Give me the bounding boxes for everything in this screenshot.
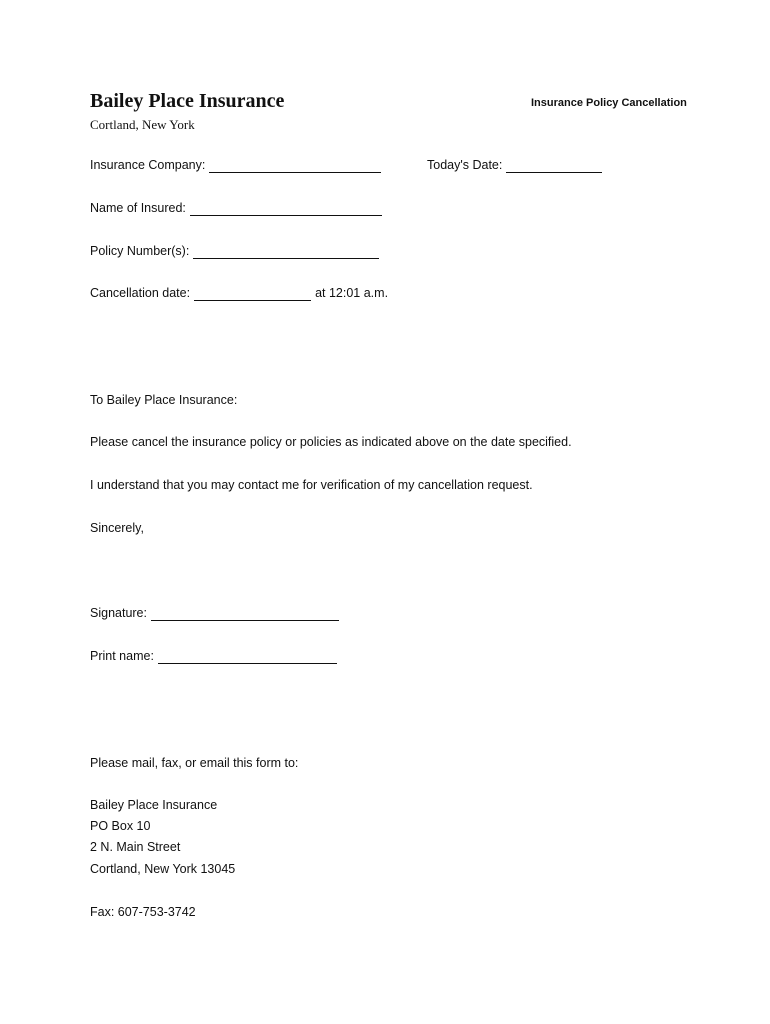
policy-numbers-blank[interactable] <box>193 246 379 259</box>
letter-closing: Sincerely, <box>90 521 144 535</box>
todays-date-blank[interactable] <box>506 160 602 173</box>
insurance-company-label: Insurance Company: <box>90 158 206 172</box>
address-street: 2 N. Main Street <box>90 840 181 854</box>
cancellation-date-blank[interactable] <box>194 288 311 301</box>
signature-label: Signature: <box>90 606 147 620</box>
insurance-company-blank[interactable] <box>209 160 381 173</box>
signature-blank[interactable] <box>151 608 339 621</box>
todays-date-label: Today's Date: <box>427 158 503 172</box>
fax-number: Fax: 607-753-3742 <box>90 905 196 919</box>
print-name-label: Print name: <box>90 649 154 663</box>
address-city: Cortland, New York 13045 <box>90 862 236 876</box>
todays-date-field <box>427 157 602 173</box>
cancellation-date-label: Cancellation date: <box>90 286 191 300</box>
company-location: Cortland, New York <box>90 117 195 132</box>
signature-field <box>90 605 339 621</box>
policy-numbers-field <box>90 243 379 259</box>
mailing-instructions: Please mail, fax, or email this form to: <box>90 756 299 770</box>
cancellation-time-suffix: at 12:01 a.m. <box>315 286 389 300</box>
name-of-insured-label: Name of Insured: <box>90 201 186 215</box>
cancellation-date-field <box>90 285 388 301</box>
letter-paragraph-1: Please cancel the insurance policy or policies as indicated above on the date specified. <box>90 435 572 449</box>
address-po-box: PO Box 10 <box>90 819 151 833</box>
address-name: Bailey Place Insurance <box>90 798 218 812</box>
print-name-blank[interactable] <box>158 651 337 664</box>
letter-paragraph-2: I understand that you may contact me for verification of my cancellation request. <box>90 478 533 492</box>
insurance-company-field <box>90 157 381 173</box>
name-of-insured-field <box>90 200 382 216</box>
company-name: Bailey Place Insurance <box>90 90 285 112</box>
letter-salutation: To Bailey Place Insurance: <box>90 393 238 407</box>
policy-numbers-label: Policy Number(s): <box>90 244 190 258</box>
document-title: Insurance Policy Cancellation <box>531 97 687 109</box>
name-of-insured-blank[interactable] <box>190 203 382 216</box>
print-name-field <box>90 648 337 664</box>
